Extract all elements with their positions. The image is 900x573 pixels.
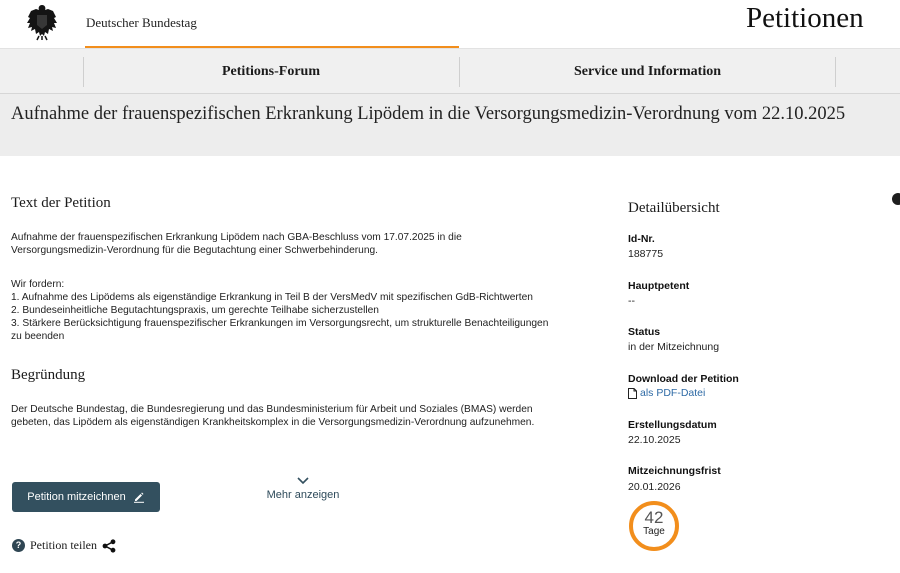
nav-item-petitions-forum[interactable]: Petitions-Forum <box>222 64 320 79</box>
download-label: Download der Petition <box>628 373 739 385</box>
created-label: Erstellungsdatum <box>628 419 717 431</box>
main-petitioner-value: -- <box>628 295 635 307</box>
id-value: 188775 <box>628 248 664 260</box>
help-icon[interactable]: ? <box>12 539 25 552</box>
main-navigation <box>0 48 900 94</box>
days-remaining-badge <box>629 501 679 551</box>
reason-heading: Begründung <box>11 367 86 383</box>
petition-text-line: Aufnahme der frauenspezifischen Erkrankung Lipödem nach GBA-Beschluss vom 17.07.2025 in die <box>11 232 462 243</box>
nav-divider <box>835 57 836 87</box>
created-value: 22.10.2025 <box>628 434 681 446</box>
demands-line: 2. Bundeseinheitliche Begutachtungspraxis, um gerechte Teilhabe sicherzustellen <box>11 305 379 316</box>
share-icon[interactable] <box>102 539 116 553</box>
demands-line: 3. Stärkere Berücksichtigung frauenspezifischer Erkrankungen im Versorgungsrecht, um strukturelle Benachteiligungen <box>11 318 549 329</box>
status-value: in der Mitzeichnung <box>628 341 720 353</box>
document-icon <box>628 388 637 399</box>
nav-item-service-information[interactable]: Service und Information <box>574 64 721 79</box>
share-petition[interactable] <box>12 538 116 553</box>
reason-line: Der Deutsche Bundestag, die Bundesregierung und das Bundesministerium für Arbeit und Soziales (BMAS) werden <box>11 404 533 415</box>
demands-line: 1. Aufnahme des Lipödems als eigenständige Erkrankung in Teil B der VersMedV mit spezifischen GdB-Richtwerten <box>11 292 533 303</box>
id-label: Id-Nr. <box>628 233 655 245</box>
petition-text-line: Versorgungsmedizin-Verordnung für die Begutachtung einer Schwerbehinderung. <box>11 245 378 256</box>
demands-line: zu beenden <box>11 331 65 342</box>
show-more-label: Mehr anzeigen <box>266 489 340 501</box>
org-name: Deutscher Bundestag <box>86 15 197 30</box>
main-petitioner-label: Hauptpetent <box>628 280 690 292</box>
days-remaining-unit: Tage <box>643 526 665 537</box>
deadline-value: 20.01.2026 <box>628 481 681 493</box>
site-title[interactable]: Petitionen <box>746 2 864 34</box>
share-petition-label: Petition teilen <box>30 538 97 552</box>
download-pdf-link[interactable] <box>628 387 705 399</box>
sign-petition-button[interactable] <box>12 482 160 512</box>
petition-title: Aufnahme der frauenspezifischen Erkrankung Lipödem in die Versorgungsmedizin-Verordnung vom 22.10.2025 <box>11 104 846 124</box>
download-pdf-label: als PDF-Datei <box>640 387 706 399</box>
petition-text <box>11 231 601 257</box>
bundestag-eagle-logo[interactable] <box>25 3 59 41</box>
sign-petition-label: Petition mitzeichnen <box>27 491 126 503</box>
demands-line: Wir fordern: <box>11 279 65 290</box>
title-band <box>0 94 900 156</box>
days-remaining-count: 42 <box>644 508 664 527</box>
detail-overview-heading: Detailübersicht <box>628 200 720 216</box>
petition-text-heading: Text der Petition <box>11 195 111 211</box>
status-label: Status <box>628 326 661 338</box>
chevron-down-icon <box>296 476 310 486</box>
close-icon[interactable] <box>892 193 900 205</box>
petition-demands <box>11 278 601 343</box>
pencil-icon <box>133 491 145 503</box>
deadline-label: Mitzeichnungsfrist <box>628 465 721 477</box>
show-more-toggle[interactable] <box>258 476 348 501</box>
reason-text <box>11 403 601 429</box>
reason-line: gebeten, das Lipödem als eigenständigen Krankheitskomplex in die Versorgungsmedizin-Verordnung aufzunehmen. <box>11 417 535 428</box>
site-header <box>0 0 900 48</box>
